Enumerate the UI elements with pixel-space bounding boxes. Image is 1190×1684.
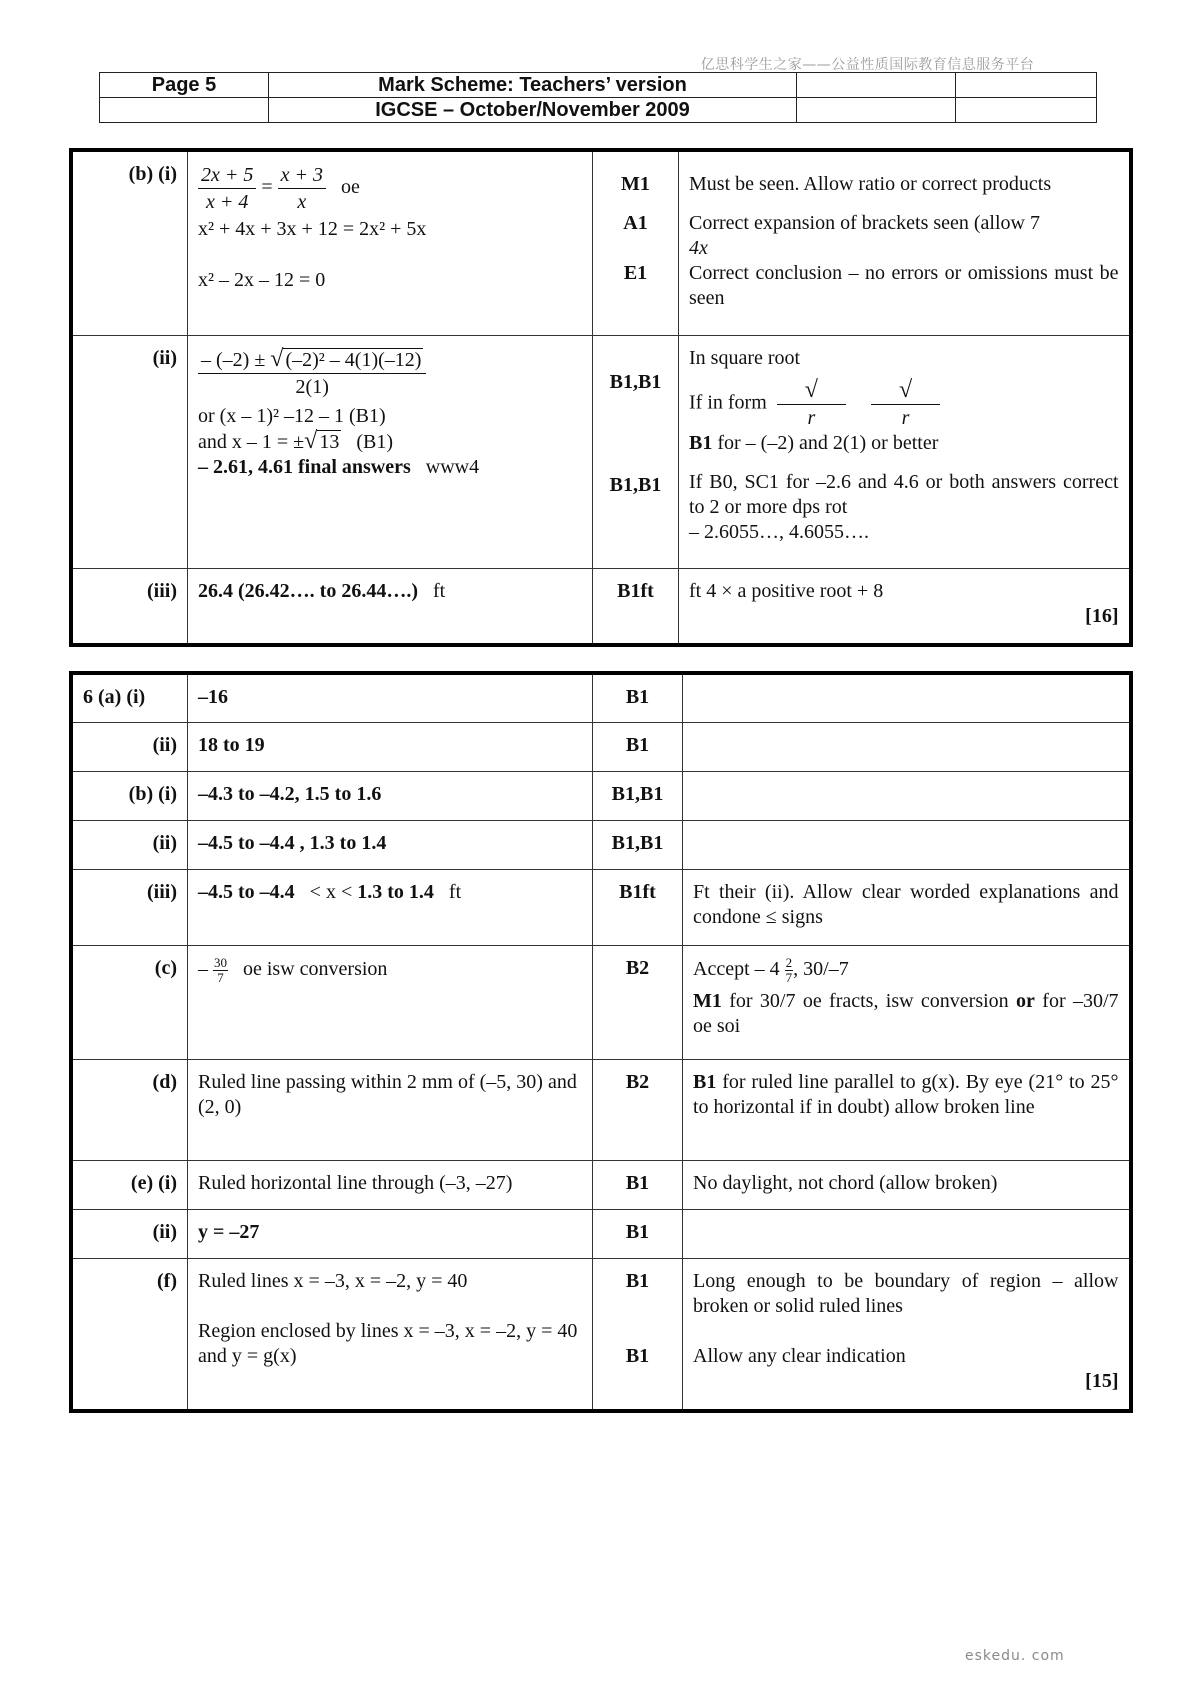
header-blank-4 [797, 98, 956, 123]
note: No daylight, not chord (allow broken) [683, 1160, 1131, 1209]
answer-cell [188, 335, 593, 568]
alt-mark: (B1) [356, 430, 393, 453]
question-5-table [69, 148, 1133, 647]
answer-cell [188, 1258, 593, 1411]
answer-cell [188, 869, 593, 945]
table-row [71, 1209, 1131, 1258]
part-label: (ii) [71, 722, 188, 771]
or-label: or [1016, 989, 1035, 1012]
ft-note: ft [432, 579, 446, 602]
note: for ruled line parallel to g(x). By eye (21° to 25° to horizontal if in doubt) allow broken line [693, 1070, 1119, 1118]
note: – 2.6055…, 4.6055…. [689, 520, 869, 543]
answer-cell: $\frac{2x + 5}{x + 4}$ = $\frac{x + 3}{x}$ oe x² + 4x + 3x + 12 = 2x² + 5x x² – 2x – 12 = 0 [188, 150, 593, 335]
quadratic-line: x² – 2x – 12 = 0 [198, 269, 326, 291]
part-label: (iii) [71, 568, 188, 645]
numerator: 2 [785, 954, 793, 970]
denominator: r [901, 406, 910, 429]
notes-cell [679, 568, 1131, 645]
formula-radicand: (–2)² – 4(1)(–12) [285, 348, 422, 371]
part-label: (ii) [71, 335, 188, 568]
fraction [785, 956, 794, 985]
accept-alt: , 30/–7 [793, 957, 849, 980]
lower-bound: –4.5 to –4.4 [198, 880, 295, 903]
mark: B2 [593, 1059, 683, 1160]
note: In square root [689, 346, 801, 369]
part-label: (b) (i) [71, 150, 188, 335]
notes-cell [679, 335, 1131, 568]
question-6-table [69, 671, 1133, 1413]
part-label: (ii) [71, 1209, 188, 1258]
marks-cell [593, 150, 679, 335]
answer: Ruled horizontal line through (–3, –27) [188, 1160, 593, 1209]
part-label: (b) (i) [71, 771, 188, 820]
formula-prefix: – (–2) ± [201, 348, 266, 371]
note: Ft their (ii). Allow clear worded explanations and condone ≤ signs [683, 869, 1131, 945]
answer-cell [188, 568, 593, 645]
note: Correct expansion of brackets seen (allow 7 [689, 212, 1040, 234]
denominator: x [297, 191, 307, 213]
table-row [71, 1160, 1131, 1209]
mark: A1 [623, 212, 648, 234]
part-label: (e) (i) [71, 1160, 188, 1209]
denominator: 7 [785, 969, 793, 985]
notes-cell [679, 150, 1131, 335]
denominator: r [807, 406, 816, 429]
header-blank-3 [100, 98, 269, 123]
ft-note: ft [448, 880, 462, 903]
footer-watermark: eskedu. com [965, 1648, 1065, 1664]
alternative-method: or (x – 1)² –12 – 1 (B1) [198, 404, 386, 427]
header-blank-5 [956, 98, 1097, 123]
numerator: 30 [214, 954, 227, 970]
answer: y = –27 [188, 1209, 593, 1258]
form-note [689, 377, 1119, 431]
header-blank-2 [956, 73, 1097, 98]
notes-cell [683, 771, 1131, 820]
numerator: 2x + 5 [198, 162, 256, 189]
oe-note: oe [341, 176, 360, 199]
marks-cell [593, 1258, 683, 1411]
notes-cell [683, 945, 1131, 1059]
table-row [71, 150, 1131, 335]
header-blank-1 [797, 73, 956, 98]
table-row [71, 771, 1131, 820]
part-label: (f) [71, 1258, 188, 1411]
scheme-title: Mark Scheme: Teachers’ version [269, 73, 797, 98]
note: If in form [689, 391, 767, 414]
table-row [71, 673, 1131, 722]
upper-bound: 1.3 to 1.4 [357, 880, 434, 903]
total-marks: [15] [1085, 1369, 1119, 1392]
table-row [71, 722, 1131, 771]
mark: B1,B1 [609, 370, 662, 393]
notes-cell [683, 1209, 1131, 1258]
answer-cell: – $\frac{30}{7}$ oe isw conversion [188, 945, 593, 1059]
quadratic-formula: $\frac{\text{– (–2) ± √ (–2)² – 4(1)(–12)}}{2(1)}$ [198, 346, 426, 400]
mark: B1 [625, 1344, 650, 1367]
answer: –16 [188, 673, 593, 722]
table-row [71, 820, 1131, 869]
denominator: 2(1) [295, 375, 329, 398]
part-label: (iii) [71, 869, 188, 945]
page-number: Page 5 [100, 73, 269, 98]
notes-cell [683, 673, 1131, 722]
mark: B1ft [593, 869, 683, 945]
expansion-line: x² + 4x + 3x + 12 = 2x² + 5x [198, 218, 427, 240]
root-over-r: $\frac{√}{r}$ [777, 377, 846, 431]
alt-radicand: 13 [319, 430, 340, 453]
note: If B0, SC1 for –2.6 and 4.6 or both answers correct to 2 or more dps rot [689, 470, 1119, 518]
notes-cell [683, 1258, 1131, 1411]
mark: B1ft [593, 568, 679, 645]
total-marks: [16] [1085, 604, 1119, 627]
note: Long enough to be boundary of region – allow broken or solid ruled lines [693, 1269, 1119, 1317]
note: Correct conclusion – no errors or omissions must be seen [689, 262, 1119, 309]
answer-note: oe isw conversion [243, 957, 388, 980]
table-row [71, 869, 1131, 945]
note: Must be seen. Allow ratio or correct products [689, 173, 1052, 195]
numerator: x + 3 [278, 162, 326, 189]
alt-prefix: and x – 1 = ± [198, 430, 305, 453]
notes-cell [683, 722, 1131, 771]
page-header [99, 72, 1097, 123]
note: ft 4 × a positive root + 8 [689, 579, 884, 602]
mark: M1 [621, 173, 650, 195]
answer: Region enclosed by lines x = –3, x = –2, y = 40 and y = g(x) [198, 1319, 578, 1367]
accept-label: Accept – 4 [693, 957, 780, 980]
answer: 26.4 (26.42…. to 26.44….) [198, 579, 418, 602]
table-row [71, 335, 1131, 568]
mark: B1 [593, 1209, 683, 1258]
b1-label: B1 [689, 431, 713, 454]
exam-session: IGCSE – October/November 2009 [269, 98, 797, 123]
mark: B2 [593, 945, 683, 1059]
mark: B1 [593, 673, 683, 722]
final-answers: – 2.61, 4.61 final answers [198, 455, 411, 478]
fraction [278, 162, 326, 215]
alternative-method-2: and x – 1 = ±√ 13 (B1) [198, 427, 393, 454]
b1-label: B1 [693, 1070, 717, 1093]
table-row [71, 568, 1131, 645]
note: 4x [689, 237, 708, 259]
marks-cell [593, 335, 679, 568]
fraction [198, 162, 256, 215]
www-note: www4 [425, 455, 480, 478]
denominator: x + 4 [206, 191, 249, 213]
mark: B1 [625, 1269, 650, 1292]
note: for –30/7 oe soi [693, 989, 1119, 1037]
table-row [71, 945, 1131, 1059]
answer: Ruled lines x = –3, x = –2, y = 40 [198, 1269, 468, 1292]
notes-cell [683, 820, 1131, 869]
answer: –4.3 to –4.2, 1.5 to 1.6 [188, 771, 593, 820]
fraction [213, 956, 228, 985]
part-label: (ii) [71, 820, 188, 869]
table-row [71, 1059, 1131, 1160]
answer: –4.5 to –4.4 , 1.3 to 1.4 [188, 820, 593, 869]
mark: B1,B1 [593, 820, 683, 869]
watermark: 亿思科学生之家——公益性质国际教育信息服务平台 [700, 57, 1035, 73]
answer: Ruled line passing within 2 mm of (–5, 30) and (2, 0) [188, 1059, 593, 1160]
mark: B1,B1 [593, 771, 683, 820]
part-label: (c) [71, 945, 188, 1059]
answer: 18 to 19 [188, 722, 593, 771]
inequality: < x < [309, 880, 353, 903]
note: for – (–2) and 2(1) or better [717, 431, 939, 454]
root-over-r: $\frac{√}{r}$ [871, 377, 940, 431]
mark: B1 [593, 722, 683, 771]
notes-cell [683, 1059, 1131, 1160]
note: for 30/7 oe fracts, isw conversion [729, 989, 1009, 1012]
mark: B1,B1 [609, 473, 662, 496]
mark: B1 [593, 1160, 683, 1209]
note: Allow any clear indication [693, 1344, 906, 1367]
denominator: 7 [217, 969, 224, 985]
m1-label: M1 [693, 989, 722, 1012]
mark: E1 [623, 262, 648, 284]
table-row [71, 1258, 1131, 1411]
part-label: 6 (a) (i) [71, 673, 188, 722]
part-label: (d) [71, 1059, 188, 1160]
